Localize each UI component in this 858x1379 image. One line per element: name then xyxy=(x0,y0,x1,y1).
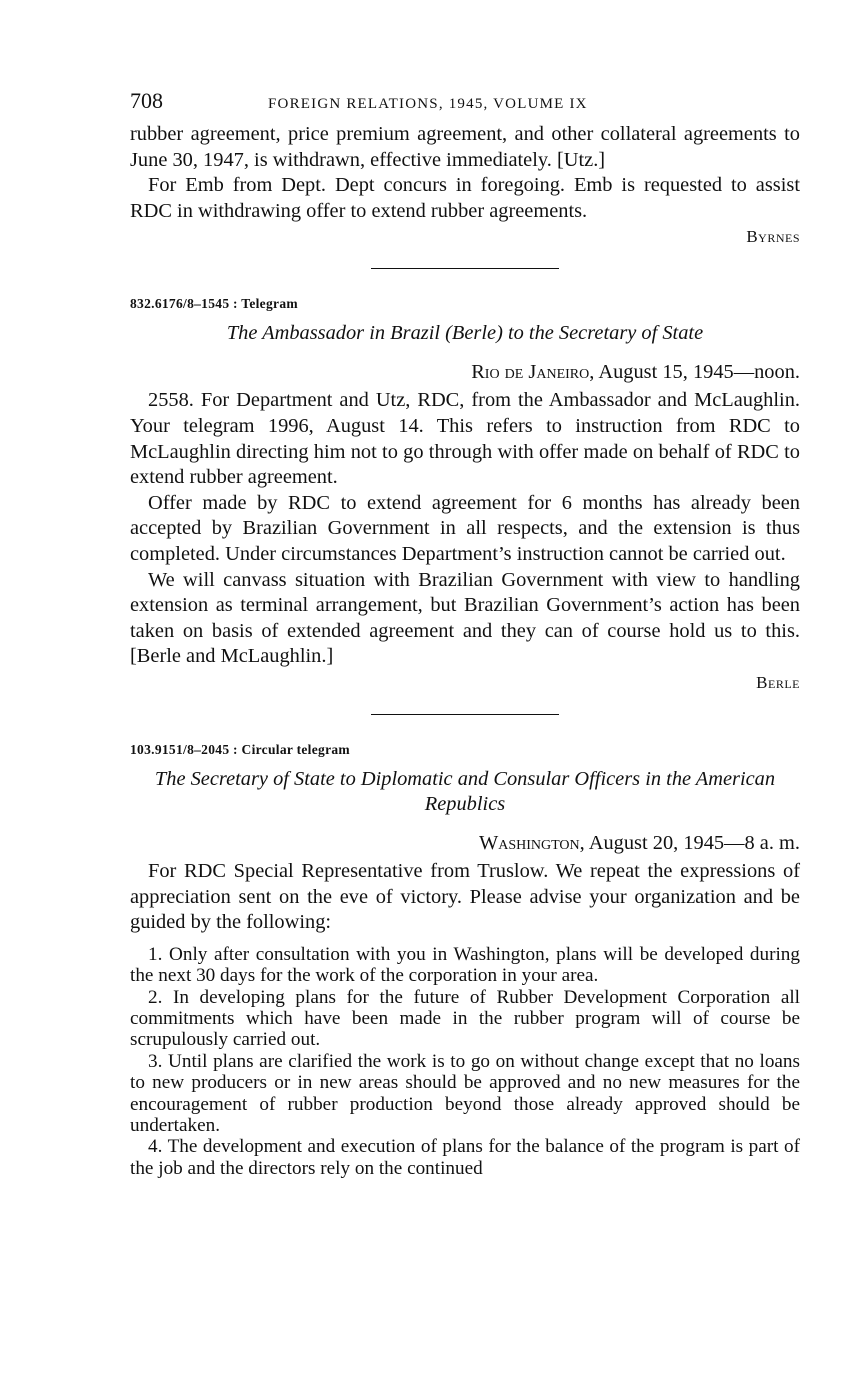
numbered-list xyxy=(130,944,800,1179)
document-entry xyxy=(130,295,800,694)
dateline-place: Washington, xyxy=(478,831,585,854)
document-heading: The Ambassador in Brazil (Berle) to the Secretary of State xyxy=(226,322,704,345)
signature: Berle xyxy=(756,672,800,692)
paragraph: 2558. For Department and Utz, RDC, from the Ambassador and McLaughlin. Your telegram 1996, August 14. This refers to instruction from RDC to McLaughlin directing him not to go through with offer made on behalf of RDC to extend rubber agreement. xyxy=(130,389,800,489)
list-item: 1. Only after consultation with you in Washington, plans will be developed during the next 30 days for the work of the corporation in your area. xyxy=(130,943,800,987)
dateline-date: August 20, 1945—8 a. m. xyxy=(588,831,800,854)
section-divider xyxy=(371,268,559,269)
continued-document xyxy=(130,122,800,248)
document-heading: The Secretary of State to Diplomatic and Consular Officers in the American Republics xyxy=(154,767,776,815)
list-item: 2. In developing plans for the future of Rubber Development Corporation all commitments which have been made in the rubber program will of course be scrupulously carried out. xyxy=(130,986,800,1051)
paragraph: rubber agreement, price premium agreement, and other collateral agreements to June 30, 1947, is withdrawn, effective immediately. [Utz.] xyxy=(130,123,800,171)
list-item: 4. The development and execution of plans for the balance of the program is part of the job and the directors rely on the continued xyxy=(130,1136,800,1179)
dateline xyxy=(130,829,800,857)
document-entry xyxy=(130,741,800,1179)
file-reference: 832.6176/8–1545 : Telegram xyxy=(130,296,298,312)
paragraph: Offer made by RDC to extend agreement for 6 months has already been accepted by Brazilian Government in all respects, and the extension is thus completed. Under circumstances Department’s instruction cannot be carried out. xyxy=(130,491,800,565)
dateline-date: August 15, 1945—noon. xyxy=(598,361,800,384)
signature: Byrnes xyxy=(746,227,800,247)
running-header xyxy=(130,88,800,118)
page-number: 708 xyxy=(130,88,163,113)
paragraph: For RDC Special Representative from Truslow. We repeat the expressions of appreciation sent on the eve of victory. Please advise your organization and be guided by the following: xyxy=(130,859,800,934)
list-item: 3. Until plans are clarified the work is to go on without change except that no loans to new producers or in new areas should be approved and no new measures for the encouragement of rubber production beyond those already approved should be undertaken. xyxy=(130,1050,800,1136)
file-reference: 103.9151/8–2045 : Circular telegram xyxy=(130,741,350,757)
dateline xyxy=(130,358,800,386)
running-title: FOREIGN RELATIONS, 1945, VOLUME IX xyxy=(268,96,588,112)
dateline-place: Rio de Janeiro, xyxy=(471,361,595,384)
paragraph: We will canvass situation with Brazilian Government with view to handling extension as terminal arrangement, but Brazilian Government’s action has been taken on basis of extended agreement and they can of course hold us to this. [Berle and McLaughlin.] xyxy=(130,568,800,668)
section-divider xyxy=(371,714,559,715)
paragraph: For Emb from Dept. Dept concurs in foregoing. Emb is requested to assist RDC in withdrawing offer to extend rubber agreements. xyxy=(130,174,800,222)
